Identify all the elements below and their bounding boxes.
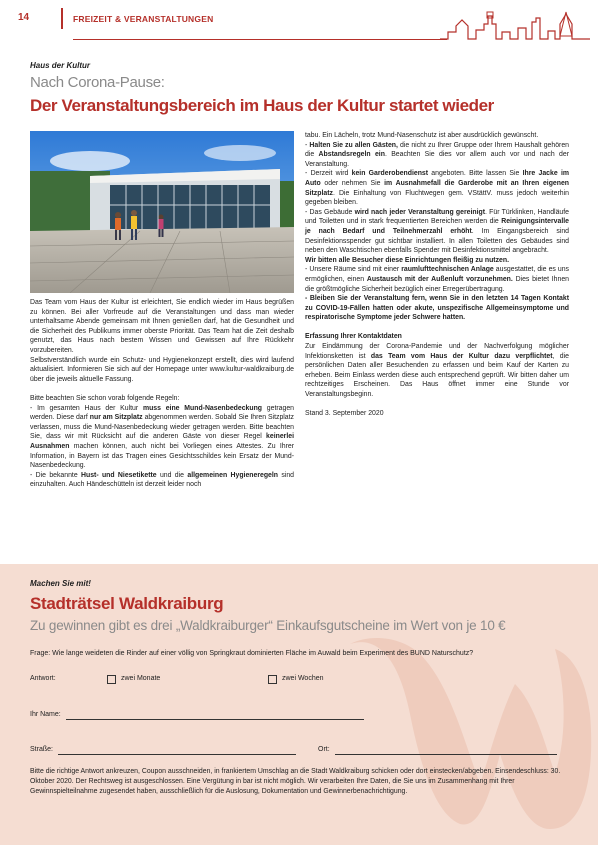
text-bold: Wir bitten alle Besucher diese Einrichtungen fleißig zu nutzen.	[305, 256, 510, 264]
rule-wardrobe	[305, 169, 569, 207]
contact-heading	[305, 332, 569, 342]
text-bold: wird nach jeder Veranstaltung gereinigt	[354, 208, 486, 216]
text-bold: allgemeinen Hygieneregeln	[187, 471, 279, 479]
text: . Für Türklinken, Handläufe und Toiletten und in stark frequentierten Bereichen werden die	[305, 208, 569, 226]
text: sind einzuhalten. Auch Händeschütteln ist derzeit leider noch	[30, 471, 294, 489]
bold-notice	[305, 256, 569, 266]
paragraph-spacer	[305, 400, 569, 410]
text: die nicht zu Ihrer Gruppe oder Ihrem Haushalt gehören die	[305, 141, 569, 159]
rule-ventilation	[305, 265, 569, 294]
text: , die persönlichen Daten aller Besuchenden zu erfassen und beim Kauf der Karten zu erheben. Beim Einlass werden diese auch entsprechend geprüft. Wir bitten daher um rechtzeitiges Erscheinen. Das Haus öffnet immer eine Stunde vor Veranstaltungsbeginn.	[305, 352, 569, 399]
stand-date: Stand 3. September 2020	[305, 410, 384, 418]
text-bold: Hust- und Niesetikette	[81, 471, 157, 479]
paragraph-spacer	[305, 323, 569, 333]
text-bold: raumlufttechnischen Anlage	[401, 266, 494, 274]
contest-kicker: Machen Sie mit!	[30, 579, 91, 588]
text-bold: Reinigungsintervalle je nach Bedarf und Teilnehmerzahl erhöht	[305, 218, 569, 235]
text: . Die Einhaltung von Fluchtwegen gem. VStättV. muss jedoch weiterhin gegeben bleiben.	[305, 189, 569, 207]
contest-title: Stadträtsel Waldkraiburg	[30, 594, 224, 613]
page-number: 14	[18, 12, 30, 23]
text: - Das Gebäude	[305, 208, 355, 216]
text-bold: keinerlei Ausnahmen	[30, 433, 294, 450]
text: - Derzeit wird	[305, 170, 352, 178]
text-bold: das Team vom Haus der Kultur dazu verpflichtet	[370, 352, 553, 360]
text: ausgestattet, die es uns ermöglichen, einen	[305, 266, 570, 283]
text: machen können, auch nicht bei Vorliegen eines Attestes. Zu Ihrer Information, in Bayern ist das Tragen eines Gesichtsschildes kein Ersatz der Mund-Nasenbedeckung.	[30, 442, 294, 470]
section-title: FREIZEIT & VERANSTALTUNGEN	[73, 14, 214, 24]
text-bold: Austausch mit der Außenluft vorzunehmen.	[366, 275, 513, 283]
contest-coupon	[0, 564, 598, 845]
header-divider	[61, 8, 63, 29]
text-bold: Halten Sie zu allen Gästen,	[309, 141, 398, 149]
name-label: Ihr Name:	[30, 711, 61, 718]
article-right-column	[305, 131, 569, 419]
article-subtitle: Nach Corona-Pause:	[30, 74, 165, 91]
city-field[interactable]	[335, 754, 557, 755]
text: und die	[156, 471, 188, 479]
article-left-column	[30, 298, 294, 490]
building-photo	[30, 131, 294, 293]
option-two-weeks-label: zwei Wochen	[282, 675, 324, 682]
text-bold: im Ausnahmefall die Garderobe mit an Ihren eigenen Sitzplatz	[305, 179, 569, 197]
article-kicker: Haus der Kultur	[30, 61, 91, 70]
option-two-months-checkbox[interactable]	[107, 675, 116, 684]
name-field[interactable]	[66, 719, 364, 720]
answer-label: Antwort:	[30, 675, 56, 682]
rule-cleaning	[305, 208, 569, 256]
text-bold: nur am Sitzplatz	[89, 414, 143, 422]
contest-question: Frage: Wie lange weideten die Rinder auf einer völlig von Springkraut dominierten Fläche im Auwald beim Experiment des BUND Naturschutz?	[30, 650, 474, 657]
header-rule	[73, 39, 447, 40]
rule-stay-away	[305, 294, 569, 323]
text: Zur Eindämmung der Corona-Pandemie und der Nachverfolgung möglicher Infektionsketten ist	[305, 343, 569, 360]
text: angeboten. Bitte lassen Sie	[428, 170, 523, 178]
text-bold: kein Garderobendienst	[351, 170, 429, 178]
text-bold: Ihre Jacke im Auto	[305, 170, 569, 187]
article-paragraph: tabu. Ein Lächeln, trotz Mund-Nasenschutz ist aber ausdrücklich gewünscht.	[305, 132, 539, 139]
text: Dies bietet Ihnen die größtmögliche Sicherheit bezüglich einer Erregerübertragung.	[305, 275, 569, 293]
text-bold: - Bleiben Sie der Veranstaltung fern, wenn Sie in den letzten 14 Tagen Kontakt zu COVID-19-Fällen hatten oder akute, unspezifische Allgemeinsymptome und respiratorische Symptome jeder Schwere hatten.	[305, 295, 569, 322]
text: abgenommen werden. Sobald Sie Ihren Sitzplatz verlassen, muss die Mund-Nasenbedeckung wieder getragen werden. Bitte beachten Sie, dass wir mit Rücksicht auf die anderen Gäste von dieser Regel	[30, 414, 294, 441]
text-bold: Erfassung Ihrer Kontaktdaten	[305, 333, 402, 341]
contest-fine-print: Bitte die richtige Antwort ankreuzen, Coupon ausschneiden, in frankiertem Umschlag an die Stadt Waldkraiburg schicken oder dort einstecken/abgeben. Einsendeschluss: 30. Oktober 2020. Der Rechtsweg ist ausgeschlossen. Eine Vergütung in bar ist nicht möglich. Wir verarbeiten Ihre Daten, die Sie uns im Zusammenhang mit Ihrer Gewinnspielteilnahme zugesendet haben, ausschließlich für die Auslosung, Dokumentation und Gewinnerbenachrichtigung.	[30, 768, 561, 795]
street-label: Straße:	[30, 746, 53, 753]
town-skyline-icon	[440, 6, 590, 46]
text: - Im gesamten Haus der Kultur	[30, 404, 143, 412]
option-two-weeks-checkbox[interactable]	[268, 675, 277, 684]
waldkraiburg-w-logo-icon	[340, 624, 598, 845]
article-paragraph: Das Team vom Haus der Kultur ist erleichtert, Sie endlich wieder im Haus begrüßen zu können. Bei aller Vorfreude auf die Veranstaltungen und dass man wieder unterhaltsame Abende gemeinsam mit Ihnen genießen darf, hat die Gesundheit und die Sicherheit des Publikums immer oberste Priorität. Das Team hat die Zeit deshalb genutzt, das Haus nach bestem Wissen und Gewissen auf Ihre Rückkehr vorzubereiten.	[30, 299, 294, 354]
text: getragen werden. Diese darf	[30, 404, 294, 422]
text: . Im Eingangsbereich sind Desinfektionsspender gut sichtbar installiert. In allen Toiletten des Gebäudes sind neben den Waschtischen ebenfalls Spender mit Desinfektionsmittel angebracht.	[305, 227, 569, 255]
contest-subtitle: Zu gewinnen gibt es drei „Waldkraiburger“ Einkaufsgutscheine im Wert von je 10 €	[30, 618, 506, 633]
text: - Die bekannte	[30, 471, 82, 479]
article-paragraph: Bitte beachten Sie schon vorab folgende Regeln:	[30, 394, 180, 402]
text-bold: muss eine Mund-Nasenbedeckung	[142, 404, 263, 412]
rule-distance	[305, 141, 569, 170]
text: - Unsere Räume sind mit einer	[305, 266, 402, 274]
street-field[interactable]	[58, 754, 296, 755]
text-bold: Abstandsregeln ein	[318, 151, 385, 159]
rule-hygiene	[30, 471, 294, 490]
article-title: Der Veranstaltungsbereich im Haus der Kultur startet wieder	[30, 96, 494, 115]
contact-paragraph	[305, 342, 569, 400]
text: -	[305, 141, 310, 149]
text: oder nehmen Sie	[320, 179, 385, 187]
text: . Beachten Sie dies vor allem auch vor und nach der Veranstaltung.	[305, 151, 569, 168]
paragraph-spacer	[30, 384, 294, 394]
article-paragraph: Selbstverständlich wurde ein Schutz- und Hygienekonzept erstellt, dies wird laufend aktualisiert. Informieren Sie sich auf der Homepage unter www.kultur-waldkraiburg.de über die jeweils aktuelle Fassung.	[30, 356, 294, 383]
city-label: Ort:	[318, 746, 330, 753]
option-two-months-label: zwei Monate	[121, 675, 161, 682]
rule-masks	[30, 404, 294, 471]
